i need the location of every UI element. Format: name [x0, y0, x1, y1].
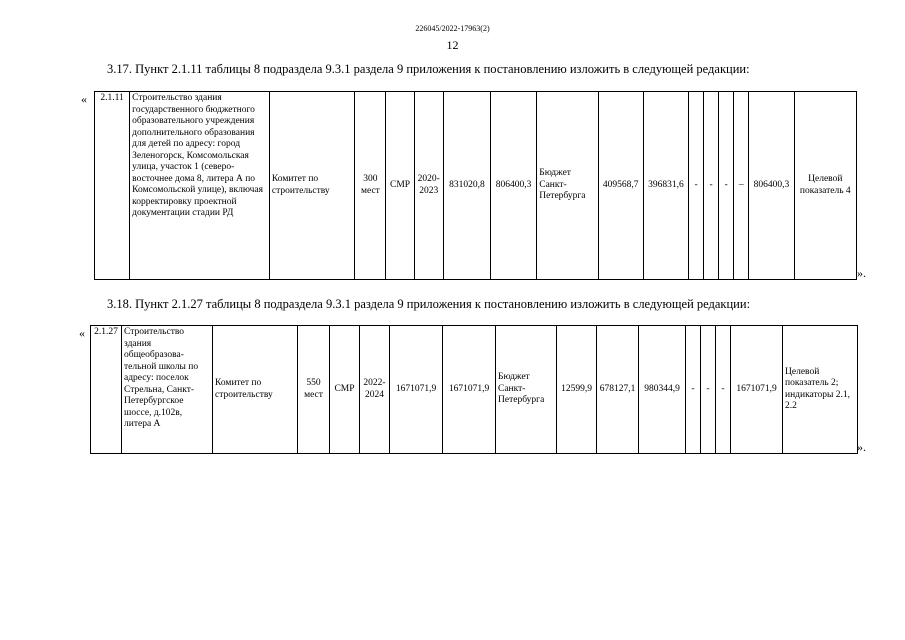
open-quote: «: [79, 326, 85, 340]
capacity: 550 мест: [298, 326, 330, 454]
target-indicator: Целевой показатель 4: [794, 92, 856, 280]
year-3-amount: -: [689, 92, 704, 280]
financing: 806400,3: [491, 92, 537, 280]
year-1-amount: 12599,9: [557, 326, 597, 454]
total-amount: 806400,3: [749, 92, 794, 280]
paragraph-3-17: 3.17. Пункт 2.1.11 таблицы 8 подраздела 9.3.1 раздела 9 приложения к постановлению изложить в следующей редакции:: [107, 62, 750, 76]
page-number: 12: [446, 38, 459, 52]
year-3-amount: 980344,9: [639, 326, 686, 454]
funding-source: Бюджет Санкт-Петербурга: [537, 92, 598, 280]
year-5-amount: -: [719, 92, 734, 280]
year-4-amount: -: [704, 92, 719, 280]
table-row-2-1-11: [94, 91, 857, 280]
open-quote: «: [81, 92, 87, 106]
years: 2022-2024: [360, 326, 390, 454]
year-2-amount: 396831,6: [643, 92, 688, 280]
year-6-amount: -: [716, 326, 731, 454]
paragraph-3-18: 3.18. Пункт 2.1.27 таблицы 8 подраздела 9.3.1 раздела 9 приложения к постановлению изложить в следующей редакции:: [107, 297, 751, 311]
object-description: Строительство здания государственного бюджетного образовательного учреждения дополнительного образования для детей по адресу: город Зеленогорск, Комсомольская улица, участок 1 (северо-восточнее дома 8, литера А по Комсомольской улице), включая корректировку проектной документации стадии РД: [130, 92, 270, 280]
work-type: СМР: [386, 92, 414, 280]
object-description: Строительство здания общеобразова-тельной школы по адресу: поселок Стрельна, Санкт-Петербургское шоссе, д.102в, литера А: [122, 326, 213, 454]
document-id: 226045/2022-17963(2): [415, 24, 490, 33]
years: 2020-2023: [414, 92, 443, 280]
total-cost: 1671071,9: [390, 326, 443, 454]
work-type: СМР: [330, 326, 360, 454]
funding-source: Бюджет Санкт-Петербурга: [496, 326, 557, 454]
table-row-2-1-27: [90, 325, 858, 454]
customer: Комитет по строительству: [213, 326, 298, 454]
year-1-amount: 409568,7: [598, 92, 643, 280]
year-2-amount: 678127,1: [597, 326, 639, 454]
row-number: 2.1.27: [91, 326, 122, 454]
close-quote: ».: [857, 266, 866, 280]
financing: 1671071,9: [443, 326, 496, 454]
target-indicator: Целевой показатель 2; индикаторы 2.1, 2.2: [783, 326, 858, 454]
capacity: 300 мест: [355, 92, 386, 280]
year-4-amount: -: [686, 326, 701, 454]
year-5-amount: -: [701, 326, 716, 454]
year-6-amount: –: [734, 92, 749, 280]
row-number: 2.1.11: [95, 92, 130, 280]
total-cost: 831020,8: [443, 92, 490, 280]
customer: Комитет по строительству: [269, 92, 354, 280]
total-amount: 1671071,9: [731, 326, 783, 454]
close-quote: ».: [857, 440, 866, 454]
